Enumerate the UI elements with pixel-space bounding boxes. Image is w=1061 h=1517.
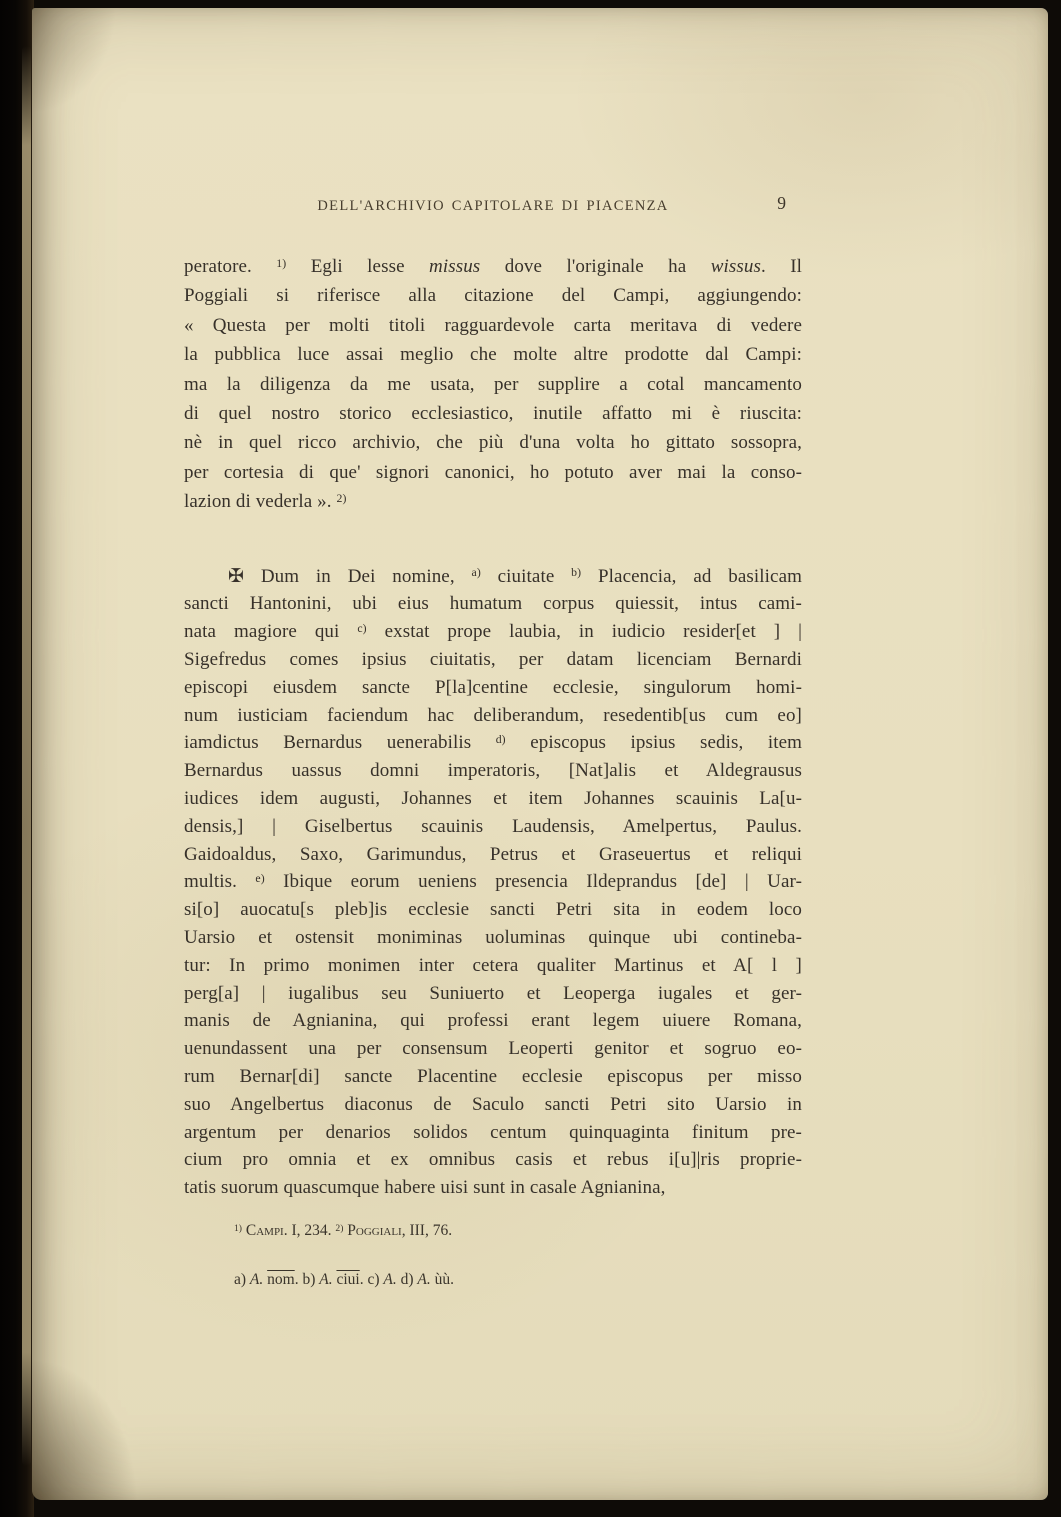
text-line: tur: In primo monimen inter cetera qualiter Martinus et A[ l ] [184,954,802,976]
text-line: per cortesia di que' signori canonici, ho potuto aver mai la conso- [184,461,802,483]
page-number: 9 [777,193,786,213]
footnote-2: a) A. $\overline{nom}$. b) A. ciui. c) A. d) A. ùù. [234,1270,454,1288]
text-line: num iusticiam faciendum hac deliberandum, resedentib[us cum eo] [184,704,802,726]
text-line: ✠ Dum in Dei nomine, $^{a)}$ ciuitate $^{b)}$ Placencia, ad basilicam [228,565,802,587]
text-line: « Questa per molti titoli ragguardevole carta meritava di vedere [184,314,802,336]
text-column [184,193,803,1289]
text-line: la pubblica luce assai meglio che molte altre prodotte dal Campi: [184,344,802,366]
text-line: nè in quel ricco archivio, che più d'una volta ho gittato sossopra, [184,432,802,454]
paragraph-latin-charter [184,563,802,1202]
text-line: iudices idem augusti, Johannes et item Johannes scauinis La[u- [184,788,802,810]
footnote-1: $^{1)}$ Campi. I, 234. $^{2)}$ Poggiali, III, 76. [234,1221,453,1239]
text-line: suo Angelbertus diaconus de Saculo sancti Petri sito Uarsio in [184,1093,802,1115]
text-line: episcopi eiusdem sancte P[la]centine ecclesie, singulorum homi- [184,676,802,698]
paragraph-italian-intro [184,252,802,517]
text-line: argentum per denarios solidos centum quinquaginta finitum pre- [184,1121,802,1143]
text-line: densis,] | Giselbertus scauinis Laudensis, Amelpertus, Paulus. [184,815,802,837]
text-line: si[o] auocatu[s pleb]is ecclesie sancti Petri sita in eodem loco [184,899,802,921]
text-line: lazion di vederla ». $^{2)}$ [184,491,347,513]
text-line: Poggiali si riferisce alla citazione del Campi, aggiungendo: [184,285,802,307]
text-line: Uarsio et ostensit moniminas uoluminas quinque ubi contineba- [184,927,802,949]
text-line: iamdictus Bernardus uenerabilis $^{d)}$ episcopus ipsius sedis, item [184,732,802,754]
text-line: Gaidoaldus, Saxo, Garimundus, Petrus et Graseuertus et reliqui [184,843,802,865]
text-line: ma la diligenza da me usata, per supplire a cotal mancamento [184,373,802,395]
text-line: rum Bernar[di] sancte Placentine ecclesie episcopus per misso [184,1066,802,1087]
running-header-row [184,193,802,216]
text-line: Bernardus uassus domni imperatoris, [Nat]alis et Aldegrausus [184,760,802,782]
text-line: peratore. $^{1)}$ Egli lesse missus dove l'originale ha wissus. Il [184,256,803,277]
running-header: DELL'ARCHIVIO CAPITOLARE DI PIACENZA [317,198,669,214]
text-line: multis. $^{e)}$ Ibique eorum ueniens presencia Ildeprandus [de] | Uar- [184,871,802,893]
text-line: manis de Agnianina, qui professi erant legem uiuere Romana, [184,1010,802,1032]
footnotes [234,1222,802,1289]
text-line: sancti Hantonini, ubi eius humatum corpus quiessit, intus cami- [184,593,802,615]
text-line: nata magiore qui $^{c)}$ exstat prope laubia, in iudicio resider[et ] | [184,621,802,643]
book-page [32,8,1048,1500]
text-line: cium pro omnia et ex omnibus casis et rebus i[u]|ris proprie- [184,1149,802,1171]
page-edge-stack [22,46,31,1466]
text-line: perg[a] | iugalibus seu Suniuerto et Leoperga iugales et ger- [184,982,802,1004]
text-line: tatis suorum quascumque habere uisi sunt in casale Agnianina, [184,1177,666,1199]
page-body [184,252,802,1202]
text-line: Sigefredus comes ipsius ciuitatis, per datam licenciam Bernardi [184,649,802,671]
text-line: uenundassent una per consensum Leoperti genitor et sogruo eo- [184,1038,802,1060]
text-line: di quel nostro storico ecclesiastico, inutile affatto mi è riuscita: [184,403,802,425]
